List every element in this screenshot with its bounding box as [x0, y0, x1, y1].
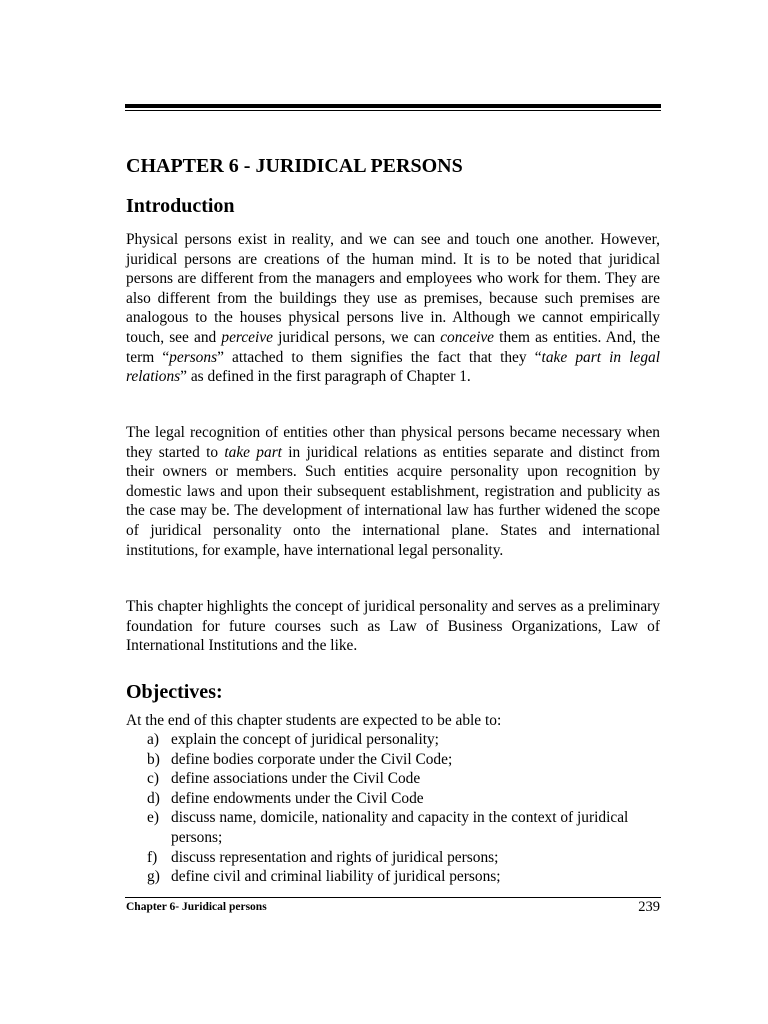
list-item: [126, 867, 660, 887]
p1-text-d: ” attached to them signifies the fact that they “: [217, 348, 542, 366]
list-item-text: discuss representation and rights of juridical persons;: [171, 848, 499, 866]
list-marker: c): [147, 770, 159, 788]
list-item-text: define associations under the Civil Code: [171, 770, 421, 788]
p1-emphasis-perceive: perceive: [221, 328, 273, 346]
header-rule-thin: [125, 110, 661, 111]
list-item-text: discuss name, domicile, nationality and capacity in the context of juridical persons;: [171, 809, 629, 846]
p2-text-a: The legal recognition of entities other than physical persons became necessary when they started to: [126, 424, 660, 461]
list-marker: g): [147, 868, 160, 886]
chapter-title: CHAPTER 6 - JURIDICAL PERSONS: [126, 155, 463, 177]
p1-text-b: juridical persons, we can: [272, 328, 441, 346]
p1-emphasis-persons: persons: [169, 348, 218, 366]
list-marker: a): [147, 731, 159, 748]
header-rule-thick: [125, 104, 661, 108]
page-number: 239: [638, 899, 660, 915]
list-item: [126, 789, 660, 809]
p1-text-e: ” as defined in the first paragraph of Chapter 1.: [180, 368, 471, 386]
introduction-paragraph-2: [126, 423, 660, 560]
list-item: [126, 808, 660, 847]
p1-emphasis-conceive: conceive: [440, 328, 495, 346]
list-item: [126, 769, 660, 789]
p1-emphasis-legal-relations: take part in legal relations: [126, 348, 660, 386]
objectives-intro: At the end of this chapter students are expected to be able to:: [126, 712, 502, 729]
list-marker: e): [147, 809, 159, 827]
list-marker: b): [147, 750, 160, 768]
introduction-heading: Introduction: [126, 195, 235, 217]
list-item: [126, 730, 660, 750]
introduction-paragraph-1: [126, 230, 660, 387]
p1-text-a: Physical persons exist in reality, and we can see and touch one another. However, juridical persons are creations of the human mind. It is to be noted that juridical persons are different from the managers and employees who work for them. They are also different from the buildings they use as premises, because such premises are analogous to the houses physical persons live in. Although we cannot empirically touch, see and: [126, 231, 660, 346]
objectives-heading: Objectives:: [126, 681, 223, 703]
p2-text-b: in juridical relations as entities separate and distinct from their owners or members. Such entities acquire personality upon recognition by domestic laws and upon their subsequent establishment, registration and publicity as the case may be. The development of international law has further widened the scope of juridical personality onto the international plane. States and international institutions, for example, have international legal personality.: [126, 443, 660, 559]
p2-emphasis-take-part: take part: [224, 443, 282, 461]
list-item: [126, 848, 660, 868]
list-marker: d): [147, 789, 160, 807]
list-item-text: define civil and criminal liability of juridical persons;: [171, 868, 501, 886]
objectives-list: [126, 730, 660, 887]
list-item: [126, 750, 660, 770]
footer-rule: [125, 897, 661, 898]
introduction-paragraph-3: This chapter highlights the concept of juridical personality and serves as a preliminary foundation for future courses such as Law of Business Organizations, Law of International Institutions and the like.: [126, 598, 660, 655]
p1-text-c: them as entities. And, the term “: [126, 328, 660, 366]
footer-chapter-title: Chapter 6- Juridical persons: [126, 901, 267, 913]
list-item-text: define endowments under the Civil Code: [171, 789, 424, 807]
list-item-text: explain the concept of juridical personality;: [171, 731, 439, 748]
list-item-text: define bodies corporate under the Civil Code;: [171, 750, 453, 768]
list-marker: f): [147, 848, 158, 866]
